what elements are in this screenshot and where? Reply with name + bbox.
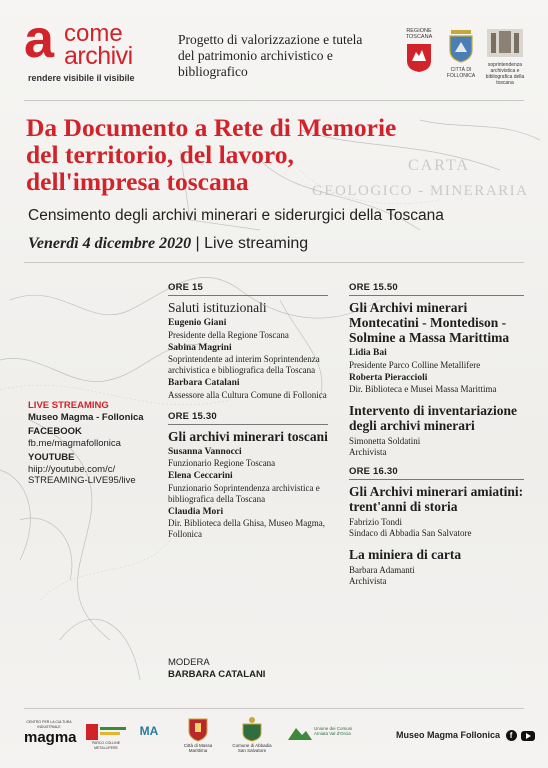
abbadia-crest-icon (241, 716, 263, 742)
facebook-icon[interactable]: f (506, 730, 517, 741)
moderator-label: MODERA (168, 657, 210, 668)
speaker-role: Presidente Parco Colline Metallifere (349, 359, 481, 370)
dateline-separator: | (191, 235, 205, 252)
youtube-link-line-2[interactable]: STREAMING-LIVE95/live (28, 475, 136, 486)
session-title: Intervento di inventariazione degli archivi minerari (349, 403, 517, 433)
speaker-role: Soprintendente ad interim Soprintendenza archivistica e bibliografica della Toscana (168, 354, 320, 375)
title-line-2: del territorio, del lavoro, (26, 140, 294, 169)
title-line-3: dell'impresa toscana (26, 167, 249, 196)
main-title (26, 114, 516, 195)
speaker-name: Eugenio Giani (168, 318, 227, 328)
unione-caption: Unione dei Comuni Amiata Val d'Orcia (314, 726, 353, 736)
massa-crest-icon (188, 716, 208, 742)
title-divider (24, 262, 524, 263)
speaker-role: Sindaco di Abbadia San Salvatore (349, 528, 472, 538)
session-title: La miniera di carta (349, 547, 462, 562)
session-amiatini (349, 466, 524, 539)
abbadia-caption: Comune di Abbadia San Salvatore (232, 743, 272, 753)
speaker-role: Funzionario Regione Toscana (168, 458, 276, 468)
program-column-right (349, 282, 524, 587)
subtitle: Censimento degli archivi minerari e siderurgici della Toscana (28, 207, 444, 224)
session-title: Saluti istituzionali (168, 300, 267, 315)
speaker-name: Roberta Pieraccioli (349, 372, 428, 383)
speaker-name: Sabina Magrini (168, 342, 232, 353)
ma-logo (136, 724, 162, 738)
soprintendenza-building-icon (486, 28, 524, 58)
session-inventariazione (349, 403, 524, 458)
regione-toscana-logo (398, 28, 440, 75)
program-column-left (168, 282, 328, 540)
youtube-icon[interactable] (521, 731, 535, 741)
soprintendenza-logo (484, 28, 526, 86)
footer-divider (24, 708, 524, 709)
session-saluti (168, 282, 328, 401)
logo-letter-a: a (24, 9, 55, 69)
come-archivi-logo (24, 9, 174, 88)
parco-caption: PARCO COLLINE METALLIFERE (91, 741, 121, 750)
museo-magma-label: Museo Magma Follonica (396, 730, 501, 740)
regione-toscana-emblem-icon (406, 43, 432, 73)
logo-tagline: rendere visibile il visibile (28, 73, 135, 83)
massa-marittima-logo (178, 716, 218, 753)
speaker-name: Lidia Bai (349, 348, 387, 358)
session-miniera-di-carta (349, 547, 524, 587)
speaker-role: Dir. Biblioteca della Ghisa, Museo Magma, Follonica (168, 518, 325, 539)
session-montecatini (349, 282, 524, 395)
speaker-role: Archivista (349, 576, 387, 586)
event-date: Venerdì 4 dicembre 2020 (28, 235, 192, 252)
citta-follonica-label: CITTÀ DI FOLLONICA (446, 67, 476, 79)
magma-logo (24, 720, 77, 746)
live-streaming-label: LIVE STREAMING (28, 400, 109, 411)
live-streaming-value: Museo Magma - Follonica (28, 411, 144, 423)
speaker-name: Claudia Mori (168, 506, 224, 517)
magma-wordmark: magma (24, 729, 77, 746)
ma-wordmark: MA (139, 724, 159, 738)
map-word-geologico: GEOLOGICO - MINERARIA (312, 183, 529, 199)
session-title: Gli archivi minerari toscani (168, 428, 328, 444)
session-title: Gli Archivi minerari Montecatini - Montedison - Solmine a Massa Marittima (349, 300, 510, 345)
unione-emblem-icon (288, 726, 312, 740)
logo-word-come: come (64, 20, 123, 47)
unione-comuni-logo (288, 726, 360, 740)
speaker-name: Simonetta Soldatini (349, 436, 421, 446)
logo-word-archivi: archivi (64, 42, 133, 70)
speaker-name: Susanna Vannocci (168, 446, 242, 457)
massa-caption: Città di Massa Marittima (183, 743, 213, 753)
citta-follonica-logo (443, 28, 479, 79)
speaker-role: Funzionario Soprintendenza archivistica e bibliografica della Toscana (168, 482, 320, 504)
parco-emblem-icon (86, 724, 126, 740)
session-time: ORE 16.30 (349, 466, 524, 480)
speaker-name: Elena Ceccarini (168, 471, 233, 481)
moderator-block (168, 657, 265, 681)
session-title: Gli Archivi minerari amiatini: trent'anni di storia (349, 484, 524, 514)
parco-logo (84, 724, 128, 751)
project-description: Progetto di valorizzazione e tutela del patrimonio archivistico e bibliografico (178, 32, 363, 79)
youtube-label: YOUTUBE (28, 452, 75, 463)
soprintendenza-label: soprintendenza archivistica e bibliografica della toscana (485, 62, 525, 86)
speaker-role: Archivista (349, 447, 387, 457)
session-time: ORE 15.50 (349, 282, 524, 296)
museo-magma-footer (396, 730, 535, 741)
map-word-carta: CARTA (408, 157, 470, 174)
speaker-name: Fabrizio Tondi (349, 517, 402, 527)
magma-caption: CENTRO PER LA CULTURA INDUSTRIALE (26, 720, 72, 729)
event-dateline (28, 235, 308, 253)
facebook-label: FACEBOOK (28, 426, 82, 437)
follonica-crest-icon (447, 28, 475, 64)
session-time: ORE 15 (168, 282, 328, 296)
title-line-1: Da Documento a Rete di Memorie (26, 113, 397, 142)
session-archivi-toscani (168, 411, 328, 541)
regione-toscana-label: REGIONE TOSCANA (405, 28, 433, 40)
youtube-link-line-1[interactable]: hiip://youtube.com/c/ (28, 463, 116, 475)
speaker-role: Assessore alla Cultura Comune di Follonica (168, 389, 327, 400)
streaming-info (28, 400, 168, 487)
facebook-link[interactable]: fb.me/magmafollonica (28, 437, 121, 449)
event-mode: Live streaming (204, 235, 309, 252)
speaker-name: Barbara Catalani (168, 378, 240, 388)
speaker-name: Barbara Adamanti (349, 565, 415, 575)
speaker-role: Dir. Biblioteca e Musei Massa Marittima (349, 384, 497, 394)
header-divider (24, 100, 524, 101)
speaker-role: Presidente della Regione Toscana (168, 329, 289, 340)
moderator-name: BARBARA CATALANI (168, 669, 266, 680)
abbadia-logo (228, 716, 276, 753)
session-time: ORE 15.30 (168, 411, 328, 425)
